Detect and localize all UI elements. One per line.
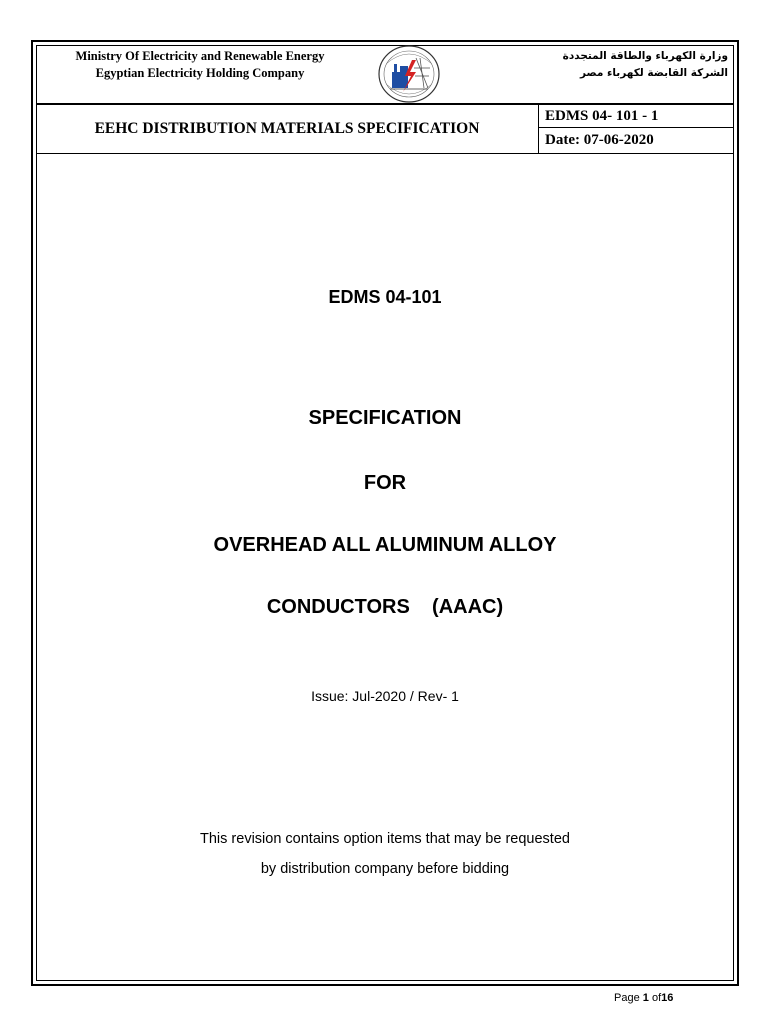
spec-title: EEHC DISTRIBUTION MATERIALS SPECIFICATION bbox=[36, 104, 539, 153]
document-number: EDMS 04-101 bbox=[328, 287, 442, 307]
issue-revision: Issue: Jul-2020 / Rev- 1 bbox=[311, 688, 459, 704]
company-name-arabic: الشركة القابضة لكهرباء مصر bbox=[579, 67, 728, 79]
page-total: 16 bbox=[661, 992, 674, 1004]
header-top-row bbox=[36, 45, 734, 104]
title-specification: SPECIFICATION bbox=[308, 407, 462, 429]
title-for: FOR bbox=[363, 472, 407, 494]
page-number-footer bbox=[614, 992, 673, 1004]
document-code-box bbox=[539, 104, 734, 153]
title-product-line1: OVERHEAD ALL ALUMINUM ALLOY bbox=[213, 534, 557, 556]
organization-arabic bbox=[468, 48, 728, 82]
header-bottom-row bbox=[36, 104, 734, 153]
revision-note-line2: by distribution company before bidding bbox=[260, 861, 510, 877]
page-prefix: Page bbox=[614, 992, 640, 1004]
document-header bbox=[36, 45, 734, 153]
ministry-name-arabic: وزارة الكهرباء والطاقة المتجددة bbox=[562, 50, 728, 62]
eehc-logo-icon bbox=[372, 44, 446, 104]
title-product-line2: CONDUCTORS (AAAC) bbox=[266, 596, 504, 618]
document-code: EDMS 04- 101 - 1 bbox=[539, 104, 734, 128]
revision-note-line1: This revision contains option items that may be requested bbox=[200, 831, 570, 847]
page-current: 1 bbox=[642, 992, 649, 1004]
organization-english bbox=[40, 48, 360, 82]
company-name: Egyptian Electricity Holding Company bbox=[95, 66, 305, 80]
page-of: of bbox=[651, 992, 662, 1004]
ministry-name: Ministry Of Electricity and Renewable Energy bbox=[75, 49, 325, 63]
document-date: Date: 07-06-2020 bbox=[545, 132, 654, 148]
